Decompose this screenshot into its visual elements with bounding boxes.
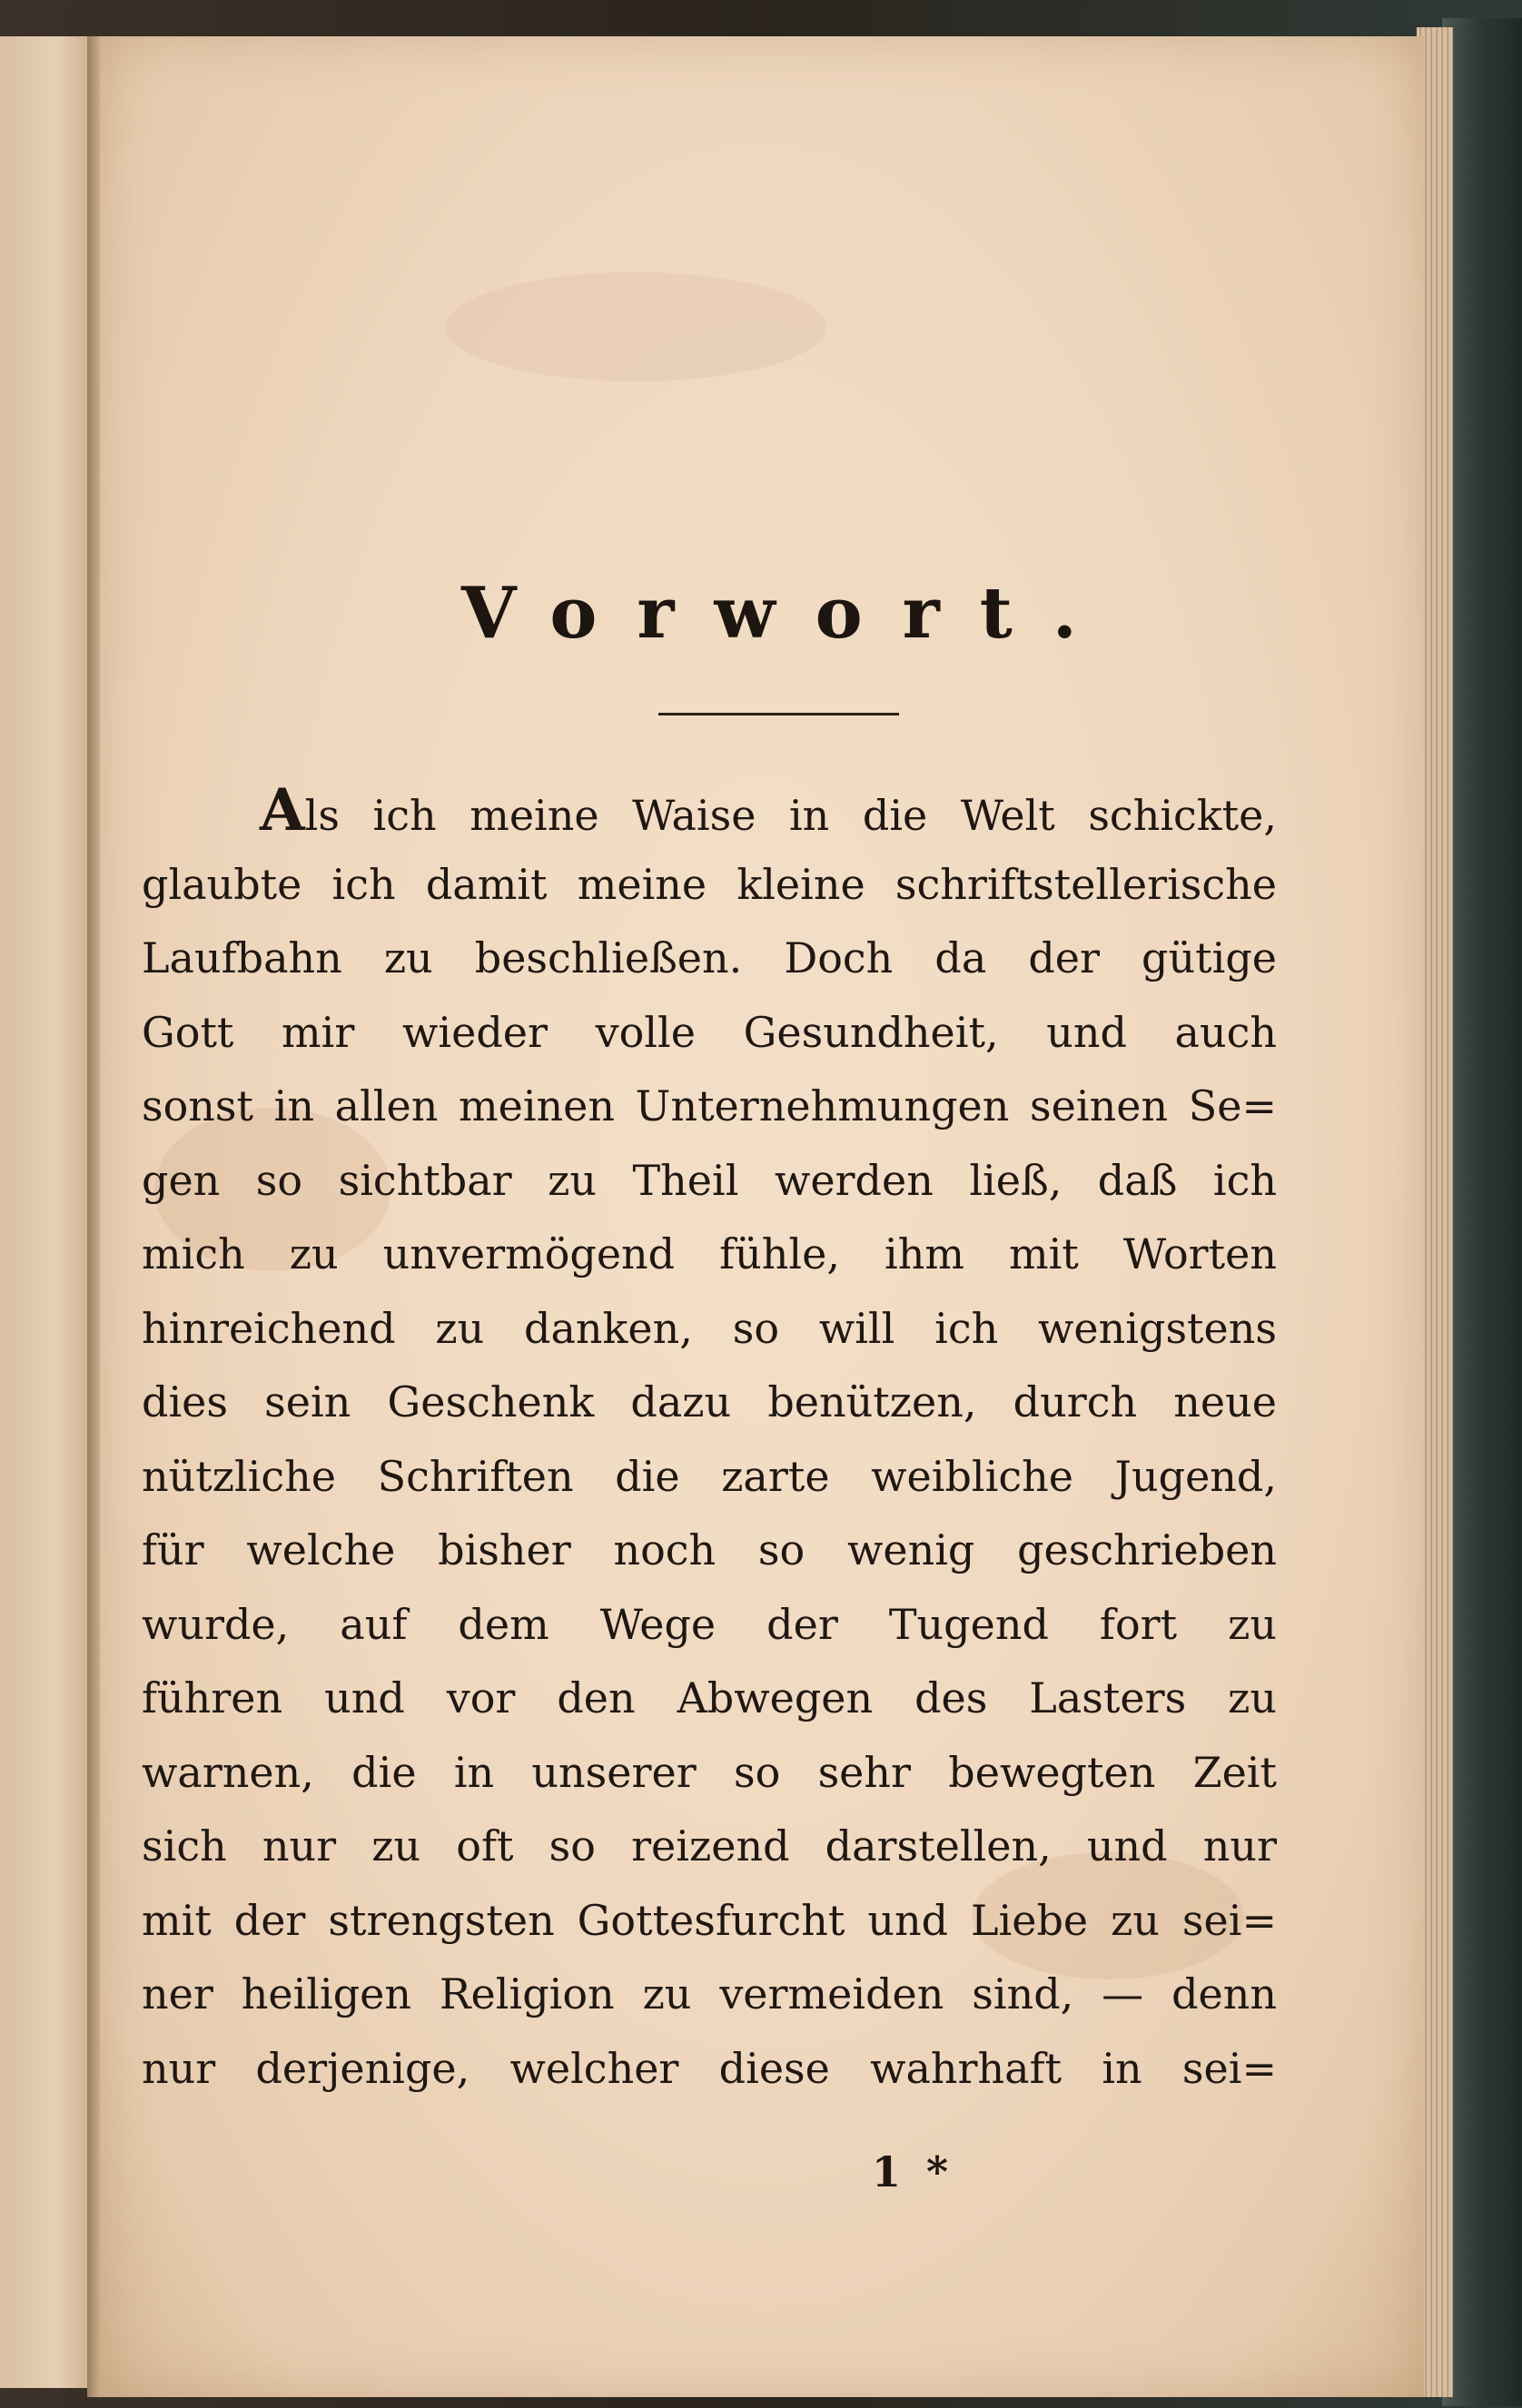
text-line: sonst in allen meinen Unternehmungen seinen Se= [142, 1081, 1277, 1130]
text-line: mit der strengsten Gottesfurcht und Liebe zu sei= [142, 1895, 1277, 1945]
text-line: ner heiligen Religion zu vermeiden sind, — denn [142, 1969, 1277, 2018]
text-line: für welche bisher noch so wenig geschrieben [142, 1525, 1277, 1574]
text-line: hinreichend zu danken, so will ich wenigstens [142, 1303, 1277, 1353]
paper-stain [445, 272, 826, 381]
signature-mark: 1 * [872, 2147, 954, 2196]
text-line: glaubte ich damit meine kleine schriftstellerische [142, 859, 1277, 909]
text-line: dies sein Geschenk dazu benützen, durch neue [142, 1377, 1277, 1426]
text-line: führen und vor den Abwegen des Lasters zu [142, 1673, 1277, 1722]
book-page [100, 36, 1424, 2397]
text-line: gen so sichtbar zu Theil werden ließ, daß ich [142, 1155, 1277, 1205]
text-line: Als ich meine Waise in die Welt schickte, [260, 776, 1277, 844]
body-paragraph [142, 774, 1277, 2106]
text-line: wurde, auf dem Wege der Tugend fort zu [142, 1599, 1277, 1649]
text-line: mich zu unvermögend fühle, ihm mit Worten [142, 1229, 1277, 1278]
binding-board [1442, 18, 1522, 2406]
title-rule [658, 713, 899, 715]
text-line: sich nur zu oft so reizend darstellen, und nur [142, 1821, 1277, 1870]
text-line: Laufbahn zu beschließen. Doch da der gütige [142, 933, 1277, 982]
text-line: nützliche Schriften die zarte weibliche Jugend, [142, 1451, 1277, 1501]
drop-initial: A [260, 776, 305, 844]
text-line: nur derjenige, welcher diese wahrhaft in sei= [142, 2043, 1277, 2093]
text-line: warnen, die in unserer so sehr bewegten Zeit [142, 1747, 1277, 1797]
page-title: Vorwort. [461, 572, 1117, 655]
text-line: Gott mir wieder volle Gesundheit, und auch [142, 1007, 1277, 1057]
facing-page-edge [0, 36, 97, 2388]
